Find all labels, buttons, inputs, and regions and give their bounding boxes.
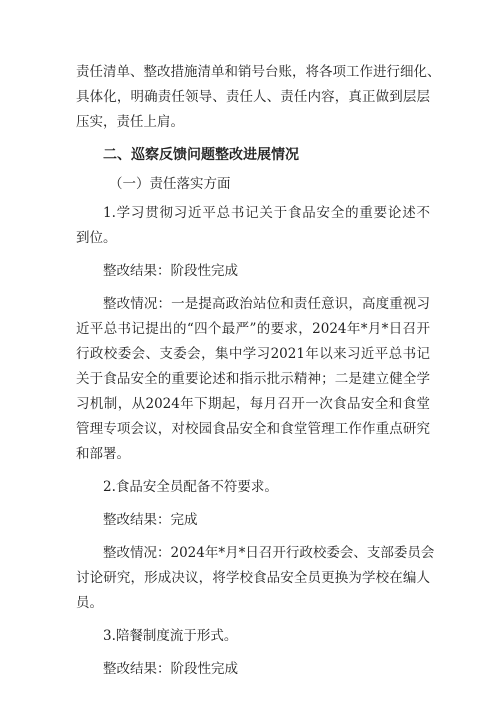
item-2-situation-line-1: 整改情况：2024年*月*日召开行政校委会、支部委员会 [103, 545, 435, 561]
item-1-situation [76, 292, 430, 467]
item-2-result: 整改结果：完成 [103, 512, 198, 528]
item-2-title: 2.食品安全员配备不符要求。 [103, 479, 278, 495]
item-1-title-line-2: 到位。 [76, 230, 117, 246]
item-1-situation-line-1: 整改情况：一是提高政治站位和责任意识，高度重视习 [103, 296, 430, 312]
item-1-result: 整改结果：阶段性完成 [103, 263, 238, 279]
section-heading: 二、巡察反馈问题整改进展情况 [103, 147, 299, 163]
item-1-situation-line-6: 管理专项会议，对校园食品安全和食堂管理工作作重点研究 [76, 421, 430, 437]
item-1-situation-line-5: 习机制，从2024年下期起，每月召开一次食品安全和食堂 [76, 396, 430, 412]
item-3-result: 整改结果：阶段性完成 [103, 661, 238, 677]
item-1-situation-line-3: 行政校委会、支委会，集中学习2021年以来习近平总书记 [76, 346, 430, 362]
intro-line-3: 压实，责任上肩。 [76, 114, 184, 130]
subsection-heading: （一）责任落实方面 [109, 176, 231, 192]
item-1-situation-line-7: 和部署。 [76, 446, 130, 462]
item-3-title: 3.陪餐制度流于形式。 [103, 628, 238, 644]
intro-line-2: 具体化，明确责任领导、责任人、责任内容，真正做到层层 [76, 89, 430, 105]
item-1-title [76, 201, 430, 251]
item-2-situation [76, 541, 435, 616]
item-2-situation-line-3: 员。 [76, 595, 103, 611]
document-page [76, 60, 441, 682]
intro-line-1: 责任清单、整改措施清单和销号台账，将各项工作进行细化、 [76, 64, 441, 80]
item-2-situation-line-2: 讨论研究，形成决议，将学校食品安全员更换为学校在编人 [76, 570, 430, 586]
item-1-title-line-1: 1.学习贯彻习近平总书记关于食品安全的重要论述不 [103, 205, 430, 221]
item-1-situation-line-2: 近平总书记提出的“四个最严”的要求，2024年*月*日召开 [76, 321, 430, 337]
item-1-situation-line-4: 关于食品安全的重要论述和指示批示精神；二是建立健全学 [76, 371, 430, 387]
intro-paragraph [76, 60, 441, 135]
